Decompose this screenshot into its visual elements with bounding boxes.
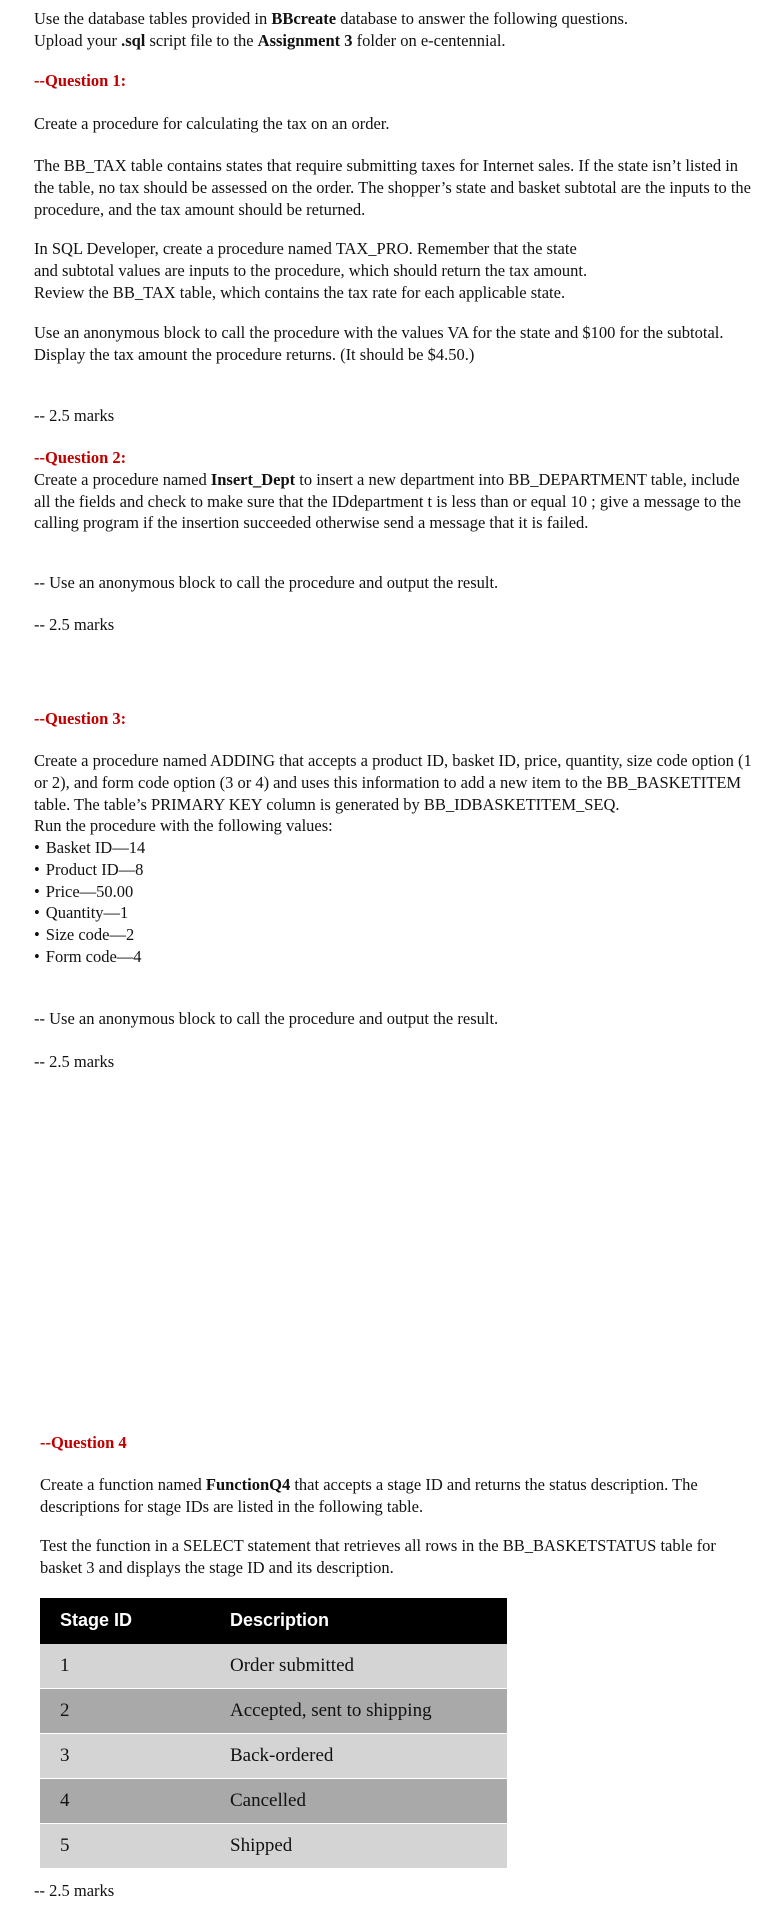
table-row [40, 1734, 507, 1779]
question-1-title: Create a procedure for calculating the tax on an order. [34, 114, 390, 133]
stage-id-cell: 2 [40, 1689, 220, 1734]
question-3-values-list [34, 837, 754, 968]
question-2-marks: -- 2.5 marks [34, 615, 115, 634]
question-3-note: -- Use an anonymous block to call the procedure and output the result. [34, 1009, 499, 1028]
list-item: • Form code—4 [34, 946, 754, 968]
question-2-text: Create a procedure named Insert_Dept to insert a new department into BB_DEPARTMENT table, include all the fields and check to make sure that the IDdepartment t is less than or equal 10 ; give a message to the calling program if the insertion succeeded otherwise send a message that it is failed. [34, 469, 741, 533]
intro-line-2: Upload your .sql script file to the Assignment 3 folder on e-centennial. [34, 30, 506, 50]
question-3-run-line: Run the procedure with the following values: [34, 816, 333, 836]
question-1-paragraph-3: Use an anonymous block to call the procedure with the values VA for the state and $100 for the subtotal. Display the tax amount the procedure returns. (It should be $4.50.) [34, 323, 724, 364]
description-cell: Back-ordered [220, 1734, 507, 1779]
question-4-marks: -- 2.5 marks [34, 1881, 115, 1900]
question-2-note: -- Use an anonymous block to call the procedure and output the result. [34, 573, 499, 592]
question-3-heading: --Question 3: [34, 709, 127, 728]
stage-id-cell: 4 [40, 1779, 220, 1824]
question-3-text: Create a procedure named ADDING that accepts a product ID, basket ID, price, quantity, size code option (1 or 2), and form code option (3 or 4) and uses this information to add a new item to the BB_BASKETITEM table. The table’s PRIMARY KEY column is generated by BB_IDBASKETITEM_SEQ. [34, 751, 752, 814]
question-1-marks: -- 2.5 marks [34, 406, 115, 425]
stage-id-cell: 1 [40, 1644, 220, 1689]
question-3-body [34, 750, 754, 968]
table-row [40, 1779, 507, 1824]
question-1-heading: --Question 1: [34, 71, 127, 90]
intro [34, 8, 754, 52]
description-cell: Shipped [220, 1824, 507, 1869]
list-item: • Size code—2 [34, 924, 754, 946]
list-item: • Price—50.00 [34, 881, 754, 903]
list-item: • Product ID—8 [34, 859, 754, 881]
column-header-description: Description [220, 1598, 507, 1644]
question-4-text: Create a function named FunctionQ4 that accepts a stage ID and returns the status description. The descriptions for stage IDs are listed in the following table. [40, 1475, 698, 1516]
table-row [40, 1689, 507, 1734]
column-header-stage-id: Stage ID [40, 1598, 220, 1644]
stage-description-table [40, 1598, 507, 1869]
stage-id-cell: 3 [40, 1734, 220, 1779]
question-2-heading: --Question 2: [34, 448, 127, 467]
table-row [40, 1824, 507, 1869]
list-item: • Basket ID—14 [34, 837, 754, 859]
question-1-paragraph-1: The BB_TAX table contains states that require submitting taxes for Internet sales. If the state isn’t listed in the table, no tax should be assessed on the order. The shopper’s state and basket subtotal are the inputs to the procedure, and the tax amount should be returned. [34, 156, 751, 219]
description-cell: Cancelled [220, 1779, 507, 1824]
question-1-paragraph-2: In SQL Developer, create a procedure named TAX_PRO. Remember that the state and subtotal values are inputs to the procedure, which should return the tax amount. Review the BB_TAX table, which contains the tax rate for each applicable state. [34, 239, 588, 302]
description-cell: Order submitted [220, 1644, 507, 1689]
description-cell: Accepted, sent to shipping [220, 1689, 507, 1734]
stage-id-cell: 5 [40, 1824, 220, 1869]
table-header-row [40, 1598, 507, 1644]
intro-line-1: Use the database tables provided in BBcreate database to answer the following questions. [34, 9, 629, 28]
question-3-marks: -- 2.5 marks [34, 1052, 115, 1071]
question-4-test: Test the function in a SELECT statement that retrieves all rows in the BB_BASKETSTATUS table for basket 3 and displays the stage ID and its description. [40, 1536, 716, 1577]
list-item: • Quantity—1 [34, 902, 754, 924]
question-2 [34, 447, 754, 534]
table-row [40, 1644, 507, 1689]
question-4-heading: --Question 4 [40, 1433, 127, 1452]
